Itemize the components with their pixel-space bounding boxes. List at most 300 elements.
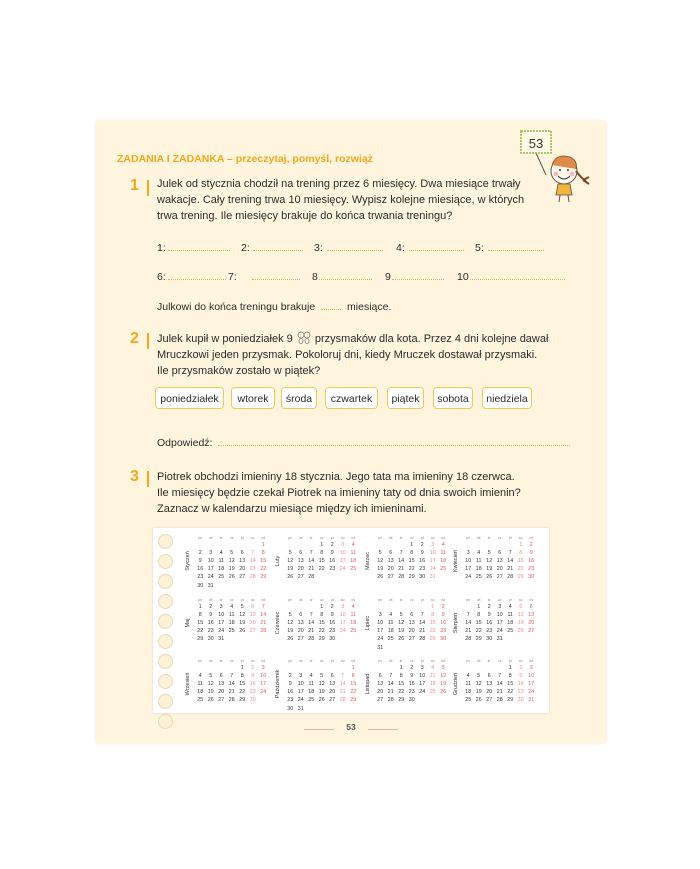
calendar-day[interactable]: 6 bbox=[240, 550, 244, 557]
calendar-day[interactable]: 14 bbox=[339, 681, 346, 688]
answer-blank-1[interactable] bbox=[168, 242, 230, 251]
calendar-day[interactable]: 30 bbox=[197, 582, 204, 589]
calendar-day[interactable]: 5 bbox=[441, 665, 445, 671]
calendar-day[interactable]: 20 bbox=[249, 620, 256, 627]
calendar-day[interactable]: 27 bbox=[297, 636, 304, 643]
day-box-sobota[interactable]: sobota bbox=[433, 387, 473, 409]
calendar-day[interactable]: 24 bbox=[429, 566, 436, 573]
calendar-day[interactable]: 21 bbox=[228, 689, 235, 696]
calendar-day[interactable]: 31 bbox=[528, 697, 535, 704]
calendar-day[interactable]: 11 bbox=[229, 612, 235, 619]
calendar-day[interactable]: 7 bbox=[466, 612, 470, 619]
calendar-day[interactable]: 15 bbox=[429, 620, 436, 627]
calendar-day[interactable]: 2 bbox=[410, 665, 414, 671]
calendar-day[interactable]: 29 bbox=[517, 574, 524, 581]
day-box-czwartek[interactable]: czwartek bbox=[325, 387, 378, 409]
calendar-day[interactable]: 1 bbox=[399, 665, 403, 671]
calendar-day[interactable]: 31 bbox=[297, 705, 304, 712]
calendar-day[interactable]: 26 bbox=[486, 574, 493, 581]
calendar-day[interactable]: 27 bbox=[297, 574, 304, 581]
calendar-day[interactable]: 24 bbox=[339, 566, 346, 573]
calendar-day[interactable]: 27 bbox=[249, 628, 256, 635]
calendar-day[interactable]: 8 bbox=[410, 550, 414, 557]
calendar-day[interactable]: 12 bbox=[398, 620, 405, 627]
calendar-day[interactable]: 2 bbox=[209, 604, 213, 610]
calendar-day[interactable]: 3 bbox=[341, 604, 345, 610]
calendar-day[interactable]: 15 bbox=[239, 681, 246, 688]
calendar-day[interactable]: 19 bbox=[517, 620, 524, 627]
calendar-day[interactable]: 17 bbox=[339, 620, 346, 627]
calendar-day[interactable]: 28 bbox=[308, 636, 315, 643]
calendar-day[interactable]: 9 bbox=[420, 550, 424, 557]
calendar-day[interactable]: 29 bbox=[398, 697, 405, 704]
calendar-day[interactable]: 5 bbox=[288, 612, 292, 619]
calendar-day[interactable]: 6 bbox=[487, 673, 491, 680]
calendar-day[interactable]: 8 bbox=[508, 673, 512, 680]
calendar-day[interactable]: 6 bbox=[529, 604, 533, 610]
calendar-day[interactable]: 22 bbox=[408, 566, 415, 573]
calendar-day[interactable]: 13 bbox=[297, 558, 304, 565]
calendar-day[interactable]: 17 bbox=[218, 620, 225, 627]
calendar-day[interactable]: 14 bbox=[387, 681, 394, 688]
calendar-day[interactable]: 19 bbox=[287, 628, 294, 635]
answer-blank-4[interactable] bbox=[409, 242, 464, 251]
calendar-day[interactable]: 9 bbox=[330, 612, 334, 619]
calendar-day[interactable]: 9 bbox=[487, 612, 491, 619]
calendar-day[interactable]: 14 bbox=[308, 558, 315, 565]
calendar-day[interactable]: 9 bbox=[519, 673, 523, 680]
calendar-day[interactable]: 21 bbox=[465, 628, 472, 635]
calendar-day[interactable]: 8 bbox=[519, 550, 523, 557]
calendar-day[interactable]: 22 bbox=[429, 628, 436, 635]
calendar-day[interactable]: 3 bbox=[299, 673, 303, 680]
calendar-day[interactable]: 18 bbox=[308, 689, 315, 696]
calendar-day[interactable]: 19 bbox=[440, 681, 447, 688]
answer-blank-6[interactable] bbox=[168, 271, 226, 280]
calendar-day[interactable]: 25 bbox=[218, 574, 225, 581]
calendar-day[interactable]: 6 bbox=[498, 550, 502, 557]
calendar-day[interactable]: 30 bbox=[419, 574, 426, 581]
calendar-day[interactable]: 2 bbox=[288, 673, 292, 680]
calendar-day[interactable]: 8 bbox=[240, 673, 244, 680]
calendar-day[interactable]: 10 bbox=[465, 558, 472, 565]
calendar-day[interactable]: 21 bbox=[249, 566, 256, 573]
calendar-day[interactable]: 20 bbox=[528, 620, 535, 627]
calendar-day[interactable]: 17 bbox=[297, 689, 304, 696]
calendar-day[interactable]: 17 bbox=[465, 566, 472, 573]
calendar-day[interactable]: 25 bbox=[475, 574, 482, 581]
calendar-day[interactable]: 21 bbox=[308, 628, 315, 635]
calendar-day[interactable]: 5 bbox=[477, 673, 481, 680]
calendar-day[interactable]: 4 bbox=[508, 604, 512, 610]
calendar-day[interactable]: 30 bbox=[528, 574, 535, 581]
calendar-day[interactable]: 1 bbox=[320, 604, 324, 610]
calendar-day[interactable]: 30 bbox=[207, 636, 214, 643]
calendar-day[interactable]: 5 bbox=[378, 550, 382, 557]
calendar-day[interactable]: 13 bbox=[297, 620, 304, 627]
calendar-day[interactable]: 24 bbox=[207, 574, 214, 581]
calendar-day[interactable]: 13 bbox=[329, 681, 336, 688]
calendar-day[interactable]: 26 bbox=[398, 636, 405, 643]
calendar-day[interactable]: 12 bbox=[207, 681, 214, 688]
calendar-day[interactable]: 22 bbox=[239, 689, 246, 696]
calendar-day[interactable]: 1 bbox=[519, 542, 523, 548]
calendar-day[interactable]: 21 bbox=[419, 628, 426, 635]
calendar-day[interactable]: 7 bbox=[389, 673, 393, 680]
calendar-day[interactable]: 20 bbox=[387, 566, 394, 573]
calendar-day[interactable]: 1 bbox=[261, 542, 265, 548]
calendar-day[interactable]: 7 bbox=[341, 673, 345, 680]
calendar-day[interactable]: 5 bbox=[209, 673, 213, 680]
calendar-day[interactable]: 25 bbox=[350, 628, 357, 635]
calendar-day[interactable]: 6 bbox=[219, 673, 223, 680]
calendar-day[interactable]: 23 bbox=[197, 574, 204, 581]
calendar-day[interactable]: 19 bbox=[207, 689, 214, 696]
calendar-day[interactable]: 5 bbox=[288, 550, 292, 557]
calendar-day[interactable]: 1 bbox=[351, 665, 355, 671]
calendar-day[interactable]: 2 bbox=[420, 542, 424, 548]
calendar-day[interactable]: 18 bbox=[228, 620, 235, 627]
calendar-day[interactable]: 18 bbox=[387, 628, 394, 635]
calendar-day[interactable]: 13 bbox=[249, 612, 256, 619]
calendar-day[interactable]: 9 bbox=[209, 612, 213, 619]
calendar-day[interactable]: 19 bbox=[486, 566, 493, 573]
calendar-day[interactable]: 11 bbox=[388, 620, 394, 627]
calendar-day[interactable]: 30 bbox=[486, 636, 493, 643]
calendar-day[interactable]: 15 bbox=[475, 620, 482, 627]
calendar-day[interactable]: 25 bbox=[465, 697, 472, 704]
calendar-day[interactable]: 29 bbox=[197, 636, 204, 643]
calendar-day[interactable]: 16 bbox=[287, 689, 294, 696]
calendar-day[interactable]: 2 bbox=[441, 604, 445, 610]
calendar-day[interactable]: 22 bbox=[398, 689, 405, 696]
calendar-day[interactable]: 18 bbox=[218, 566, 225, 573]
calendar-day[interactable]: 23 bbox=[207, 628, 214, 635]
calendar-day[interactable]: 11 bbox=[308, 681, 314, 688]
answer-blank-2[interactable] bbox=[253, 242, 303, 251]
day-box-sroda[interactable]: środa bbox=[281, 387, 317, 409]
calendar-month[interactable] bbox=[273, 598, 361, 656]
calendar-day[interactable]: 3 bbox=[420, 665, 424, 671]
calendar-day[interactable]: 20 bbox=[329, 689, 336, 696]
calendar-day[interactable]: 19 bbox=[475, 689, 482, 696]
calendar-day[interactable]: 3 bbox=[261, 665, 265, 671]
calendar-day[interactable]: 10 bbox=[528, 673, 535, 680]
calendar-day[interactable]: 25 bbox=[308, 697, 315, 704]
calendar-day[interactable]: 18 bbox=[475, 566, 482, 573]
calendar-day[interactable]: 9 bbox=[288, 681, 292, 688]
calendar-day[interactable]: 8 bbox=[320, 550, 324, 557]
calendar-day[interactable]: 30 bbox=[287, 705, 294, 712]
calendar-day[interactable]: 28 bbox=[339, 697, 346, 704]
calendar-day[interactable]: 4 bbox=[466, 673, 470, 680]
calendar-day[interactable]: 6 bbox=[389, 550, 393, 557]
calendar-day[interactable]: 6 bbox=[299, 550, 303, 557]
calendar-day[interactable]: 14 bbox=[249, 558, 256, 565]
calendar-day[interactable]: 19 bbox=[287, 566, 294, 573]
calendar-day[interactable]: 7 bbox=[309, 550, 313, 557]
calendar-day[interactable]: 19 bbox=[398, 628, 405, 635]
calendar-day[interactable]: 23 bbox=[419, 566, 426, 573]
calendar-day[interactable]: 17 bbox=[207, 566, 214, 573]
calendar-day[interactable]: 3 bbox=[498, 604, 502, 610]
calendar-day[interactable]: 10 bbox=[377, 620, 384, 627]
calendar-day[interactable]: 10 bbox=[207, 558, 214, 565]
calendar-day[interactable]: 30 bbox=[329, 636, 336, 643]
calendar-day[interactable]: 21 bbox=[339, 689, 346, 696]
calendar-day[interactable]: 31 bbox=[429, 574, 436, 581]
calendar-day[interactable]: 1 bbox=[508, 665, 512, 671]
calendar-day[interactable]: 11 bbox=[507, 612, 513, 619]
calendar-day[interactable]: 9 bbox=[441, 612, 445, 619]
calendar-day[interactable]: 3 bbox=[341, 542, 345, 548]
calendar-day[interactable]: 5 bbox=[230, 550, 234, 557]
calendar-day[interactable]: 18 bbox=[350, 558, 357, 565]
calendar-day[interactable]: 9 bbox=[330, 550, 334, 557]
calendar-day[interactable]: 13 bbox=[408, 620, 415, 627]
calendar-day[interactable]: 18 bbox=[429, 681, 436, 688]
calendar-day[interactable]: 21 bbox=[496, 689, 503, 696]
calendar-day[interactable]: 12 bbox=[239, 612, 246, 619]
calendar-day[interactable]: 13 bbox=[486, 681, 493, 688]
calendar-day[interactable]: 4 bbox=[477, 550, 481, 557]
calendar-day[interactable]: 10 bbox=[260, 673, 267, 680]
calendar-day[interactable]: 24 bbox=[528, 689, 535, 696]
calendar-day[interactable]: 24 bbox=[297, 697, 304, 704]
calendar-day[interactable]: 28 bbox=[308, 574, 315, 581]
calendar-day[interactable]: 27 bbox=[218, 697, 225, 704]
calendar-day[interactable]: 5 bbox=[240, 604, 244, 610]
calendar-day[interactable]: 1 bbox=[240, 665, 244, 671]
calendar-day[interactable]: 4 bbox=[230, 604, 234, 610]
calendar-day[interactable]: 28 bbox=[419, 636, 426, 643]
calendar-day[interactable]: 16 bbox=[249, 681, 256, 688]
calendar-day[interactable]: 25 bbox=[228, 628, 235, 635]
calendar-day[interactable]: 6 bbox=[410, 612, 414, 619]
calendar-day[interactable]: 23 bbox=[408, 689, 415, 696]
calendar-day[interactable]: 10 bbox=[218, 612, 225, 619]
calendar-day[interactable]: 14 bbox=[398, 558, 405, 565]
calendar-day[interactable]: 8 bbox=[399, 673, 403, 680]
calendar-day[interactable]: 21 bbox=[387, 689, 394, 696]
calendar-day[interactable]: 3 bbox=[219, 604, 223, 610]
calendar-day[interactable]: 20 bbox=[297, 566, 304, 573]
answer-blank-10[interactable] bbox=[470, 271, 565, 280]
calendar-day[interactable]: 19 bbox=[239, 620, 246, 627]
calendar-day[interactable]: 15 bbox=[197, 620, 204, 627]
calendar-day[interactable]: 8 bbox=[261, 550, 265, 557]
calendar-day[interactable]: 26 bbox=[377, 574, 384, 581]
calendar-day[interactable]: 16 bbox=[329, 620, 336, 627]
calendar-month[interactable] bbox=[183, 598, 271, 656]
calendar-day[interactable]: 10 bbox=[339, 612, 346, 619]
calendar-day[interactable]: 29 bbox=[507, 697, 514, 704]
calendar-day[interactable]: 27 bbox=[486, 697, 493, 704]
calendar-day[interactable]: 20 bbox=[377, 689, 384, 696]
day-box-poniedzialek[interactable]: poniedziałek bbox=[155, 387, 224, 409]
calendar-day[interactable]: 4 bbox=[309, 673, 313, 680]
calendar-month[interactable] bbox=[451, 536, 539, 594]
calendar-day[interactable]: 7 bbox=[230, 673, 234, 680]
calendar-day[interactable]: 15 bbox=[408, 558, 415, 565]
calendar-day[interactable]: 11 bbox=[430, 673, 436, 680]
calendar-day[interactable]: 4 bbox=[198, 673, 202, 680]
calendar-month[interactable] bbox=[273, 659, 361, 717]
calendar-day[interactable]: 29 bbox=[429, 636, 436, 643]
calendar-day[interactable]: 18 bbox=[197, 689, 204, 696]
calendar-day[interactable]: 8 bbox=[477, 612, 481, 619]
calendar-day[interactable]: 2 bbox=[519, 665, 523, 671]
calendar-day[interactable]: 11 bbox=[197, 681, 203, 688]
calendar-day[interactable]: 23 bbox=[249, 689, 256, 696]
calendar-day[interactable]: 28 bbox=[249, 574, 256, 581]
calendar-day[interactable]: 15 bbox=[318, 558, 325, 565]
answer-blank-3[interactable] bbox=[327, 242, 383, 251]
calendar-day[interactable]: 14 bbox=[228, 681, 235, 688]
calendar-day[interactable]: 7 bbox=[498, 673, 502, 680]
calendar-day[interactable]: 8 bbox=[431, 612, 435, 619]
calendar-day[interactable]: 12 bbox=[475, 681, 482, 688]
calendar-day[interactable]: 6 bbox=[251, 604, 255, 610]
calendar-day[interactable]: 14 bbox=[419, 620, 426, 627]
calendar-day[interactable]: 16 bbox=[528, 558, 535, 565]
calendar-day[interactable]: 21 bbox=[308, 566, 315, 573]
calendar-day[interactable]: 7 bbox=[309, 612, 313, 619]
calendar-day[interactable]: 5 bbox=[519, 604, 523, 610]
calendar-day[interactable]: 14 bbox=[496, 681, 503, 688]
calendar-day[interactable]: 9 bbox=[410, 673, 414, 680]
calendar-day[interactable]: 3 bbox=[466, 550, 470, 557]
calendar-day[interactable]: 18 bbox=[507, 620, 514, 627]
calendar-day[interactable]: 8 bbox=[351, 673, 355, 680]
calendar-day[interactable]: 16 bbox=[408, 681, 415, 688]
calendar-day[interactable]: 16 bbox=[440, 620, 447, 627]
calendar-day[interactable]: 17 bbox=[429, 558, 436, 565]
calendar-day[interactable]: 15 bbox=[398, 681, 405, 688]
calendar-day[interactable]: 7 bbox=[251, 550, 255, 557]
calendar-month[interactable] bbox=[451, 659, 539, 717]
calendar-day[interactable]: 9 bbox=[251, 673, 255, 680]
calendar-day[interactable]: 17 bbox=[339, 558, 346, 565]
calendar-day[interactable]: 29 bbox=[475, 636, 482, 643]
calendar-day[interactable]: 22 bbox=[517, 566, 524, 573]
calendar-day[interactable]: 17 bbox=[419, 681, 426, 688]
calendar-day[interactable]: 31 bbox=[218, 636, 225, 643]
calendar-day[interactable]: 24 bbox=[496, 628, 503, 635]
calendar-day[interactable]: 10 bbox=[429, 550, 436, 557]
calendar-day[interactable]: 10 bbox=[496, 612, 503, 619]
calendar-day[interactable]: 29 bbox=[260, 574, 267, 581]
calendar-day[interactable]: 21 bbox=[260, 620, 267, 627]
calendar-day[interactable]: 4 bbox=[351, 542, 355, 548]
calendar-day[interactable]: 12 bbox=[517, 612, 524, 619]
calendar-month[interactable] bbox=[183, 659, 271, 717]
calendar-day[interactable]: 1 bbox=[477, 604, 481, 610]
calendar-day[interactable]: 23 bbox=[440, 628, 447, 635]
calendar-day[interactable]: 3 bbox=[378, 612, 382, 619]
calendar-day[interactable]: 4 bbox=[351, 604, 355, 610]
calendar-day[interactable]: 6 bbox=[330, 673, 334, 680]
calendar-day[interactable]: 25 bbox=[387, 636, 394, 643]
calendar-day[interactable]: 1 bbox=[198, 604, 202, 610]
calendar-month[interactable] bbox=[451, 598, 539, 656]
calendar-day[interactable]: 20 bbox=[496, 566, 503, 573]
answer-blank-5[interactable] bbox=[488, 242, 544, 251]
calendar-day[interactable]: 2 bbox=[529, 542, 533, 548]
calendar-day[interactable]: 24 bbox=[377, 636, 384, 643]
calendar-day[interactable]: 21 bbox=[398, 566, 405, 573]
calendar-day[interactable]: 7 bbox=[508, 550, 512, 557]
calendar-day[interactable]: 25 bbox=[507, 628, 514, 635]
calendar-day[interactable]: 19 bbox=[318, 689, 325, 696]
calendar-day[interactable]: 1 bbox=[410, 542, 414, 548]
calendar-day[interactable]: 31 bbox=[207, 582, 214, 589]
calendar-day[interactable]: 14 bbox=[260, 612, 267, 619]
calendar-day[interactable]: 26 bbox=[475, 697, 482, 704]
calendar-day[interactable]: 25 bbox=[350, 566, 357, 573]
calendar-day[interactable]: 15 bbox=[318, 620, 325, 627]
calendar-day[interactable]: 27 bbox=[377, 697, 384, 704]
calendar-day[interactable]: 6 bbox=[299, 612, 303, 619]
calendar-day[interactable]: 22 bbox=[475, 628, 482, 635]
calendar-day[interactable]: 27 bbox=[387, 574, 394, 581]
calendar-day[interactable]: 28 bbox=[260, 628, 267, 635]
calendar-day[interactable]: 6 bbox=[378, 673, 382, 680]
calendar-day[interactable]: 23 bbox=[486, 628, 493, 635]
calendar-day[interactable]: 13 bbox=[496, 558, 503, 565]
calendar-day[interactable]: 10 bbox=[339, 550, 346, 557]
calendar-day[interactable]: 4 bbox=[431, 665, 435, 671]
calendar-day[interactable]: 13 bbox=[377, 681, 384, 688]
calendar-day[interactable]: 23 bbox=[517, 689, 524, 696]
calendar-day[interactable]: 12 bbox=[287, 620, 294, 627]
calendar-day[interactable]: 16 bbox=[419, 558, 426, 565]
answer-blank-9[interactable] bbox=[392, 271, 444, 280]
calendar-day[interactable]: 22 bbox=[260, 566, 267, 573]
calendar-day[interactable]: 5 bbox=[320, 673, 324, 680]
calendar-day[interactable]: 28 bbox=[496, 697, 503, 704]
calendar-day[interactable]: 23 bbox=[528, 566, 535, 573]
calendar-month[interactable] bbox=[273, 536, 361, 594]
day-box-niedziela[interactable]: niedziela bbox=[482, 387, 532, 409]
calendar-day[interactable]: 27 bbox=[496, 574, 503, 581]
calendar-day[interactable]: 14 bbox=[308, 620, 315, 627]
calendar-day[interactable]: 20 bbox=[239, 566, 246, 573]
calendar-month[interactable] bbox=[363, 536, 451, 594]
calendar-day[interactable]: 26 bbox=[287, 636, 294, 643]
calendar-day[interactable]: 25 bbox=[197, 697, 204, 704]
answer-blank-8[interactable] bbox=[319, 271, 372, 280]
calendar-day[interactable]: 4 bbox=[219, 550, 223, 557]
calendar-day[interactable]: 25 bbox=[440, 566, 447, 573]
calendar-day[interactable]: 24 bbox=[218, 628, 225, 635]
calendar-day[interactable]: 27 bbox=[528, 628, 535, 635]
calendar-day[interactable]: 9 bbox=[529, 550, 533, 557]
calendar-day[interactable]: 16 bbox=[329, 558, 336, 565]
calendar-day[interactable]: 26 bbox=[318, 697, 325, 704]
calendar-day[interactable]: 18 bbox=[440, 558, 447, 565]
calendar-day[interactable]: 11 bbox=[465, 681, 471, 688]
calendar-day[interactable]: 24 bbox=[339, 628, 346, 635]
calendar-day[interactable]: 11 bbox=[350, 612, 356, 619]
calendar-day[interactable]: 22 bbox=[350, 689, 357, 696]
calendar-day[interactable]: 30 bbox=[517, 697, 524, 704]
calendar-day[interactable]: 30 bbox=[249, 697, 256, 704]
calendar-day[interactable]: 16 bbox=[207, 620, 214, 627]
answer-line[interactable] bbox=[218, 437, 570, 446]
calendar-day[interactable]: 19 bbox=[228, 566, 235, 573]
calendar-day[interactable]: 30 bbox=[408, 697, 415, 704]
